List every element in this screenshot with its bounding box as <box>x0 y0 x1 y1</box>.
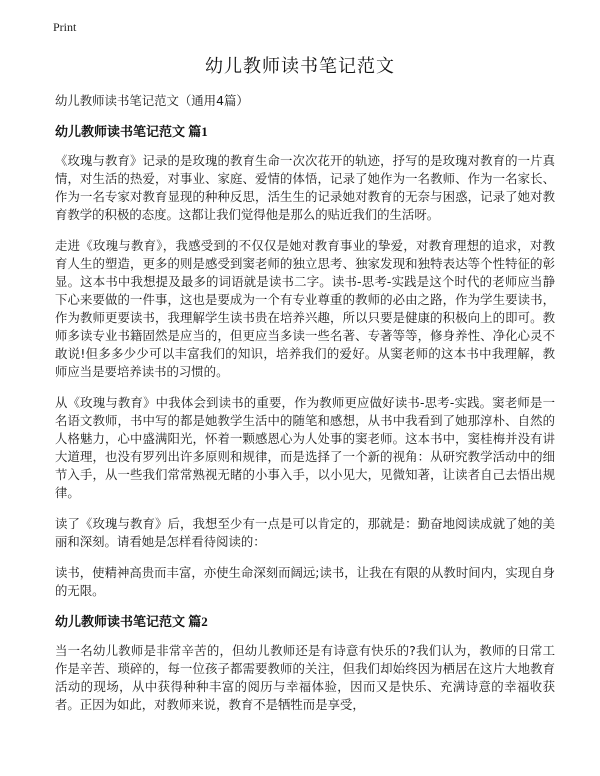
section-1-paragraph-3: 从《玫瑰与教育》中我体会到读书的重要，作为教师更应做好读书-思考-实践。窦老师是一名语文教师，书中写的都是她教学生活中的随笔和感想，从书中我看到了她那淳朴、自然的人格魅力，心中盛满阳光，怀着一颗感恩心为人处事的窦老师。这本书中，窦桂梅并没有讲大道理，也没有罗列出许多原则和规律，而是选择了一个新的视角：从研究教学活动中的细节入手，从一些我们常常熟视无睹的小事入手，以小见大，见微知著，让读者自己去悟出规律。 <box>55 395 555 500</box>
section-1-paragraph-1: 《玫瑰与教育》记录的是玫瑰的教育生命一次次花开的轨迹，抒写的是玫瑰对教育的一片真情，对生活的热爱，对事业、家庭、爱情的体悟，记录了她作为一名教师、作为一名家长、作为一名专家对教育显现的种种反思，活生生的记录她对教育的无奈与困惑，记录了她对教育教学的积极的态度。这都让我们觉得他是那么的贴近我们的生活呀。 <box>55 153 555 222</box>
section-1-heading: 幼儿教师读书笔记范文 篇1 <box>55 124 208 139</box>
section-2-paragraph-1: 当一名幼儿教师是非常辛苦的，但幼儿教师还是有诗意有快乐的?我们认为，教师的日常工作是辛苦、琐碎的，每一位孩子都需要教师的关注，但我们却始终因为栖居在这片大地教育活动的现场，从中获得种种丰富的阅历与幸福体验，因而又是快乐、充满诗意的幸福收获者。正因为如此，对教师来说，教育不是牺牲而是享受， <box>55 643 555 712</box>
section-1-paragraph-4: 读了《玫瑰与教育》后，我想至少有一点是可以肯定的，那就是：勤奋地阅读成就了她的美丽和深刻。请看她是怎样看待阅读的： <box>55 516 555 549</box>
document-body <box>55 92 555 727</box>
section-2-heading: 幼儿教师读书笔记范文 篇2 <box>55 614 208 629</box>
section-1-paragraph-2: 走进《玫瑰与教育》，我感受到的不仅仅是她对教育事业的挚爱，对教育理想的追求，对教育人生的塑造，更多的则是感受到窦老师的独立思考、独家发现和独特表达等个性特征的彰显。这本书中我想提及最多的词语就是读书二字。读书-思考-实践是这个时代的老师应当静下心来要做的一件事，这也是要成为一个有专业尊重的教师的必由之路，作为学生要读书，作为教师更要读书，我理解学生读书贵在培养兴趣，所以只要是健康的积极向上的即可。教师多读专业书籍固然是应当的，但更应当多读一些名著、专著等等，修身养性、净化心灵不敢说!但多多少少可以丰富我们的知识，培养我们的爱好。从窦老师的这本书中我理解，教师应当是要培养读书的习惯的。 <box>55 238 555 379</box>
section-1-paragraph-5: 读书，使精神高贵而丰富，亦使生命深刻而阔远;读书，让我在有限的从教时间内，实现自身的无限。 <box>55 565 555 598</box>
print-label: Print <box>53 20 77 34</box>
document-subtitle: 幼儿教师读书笔记范文（通用4篇） <box>55 93 249 108</box>
document-title: 幼儿教师读书笔记范文 <box>205 56 395 77</box>
